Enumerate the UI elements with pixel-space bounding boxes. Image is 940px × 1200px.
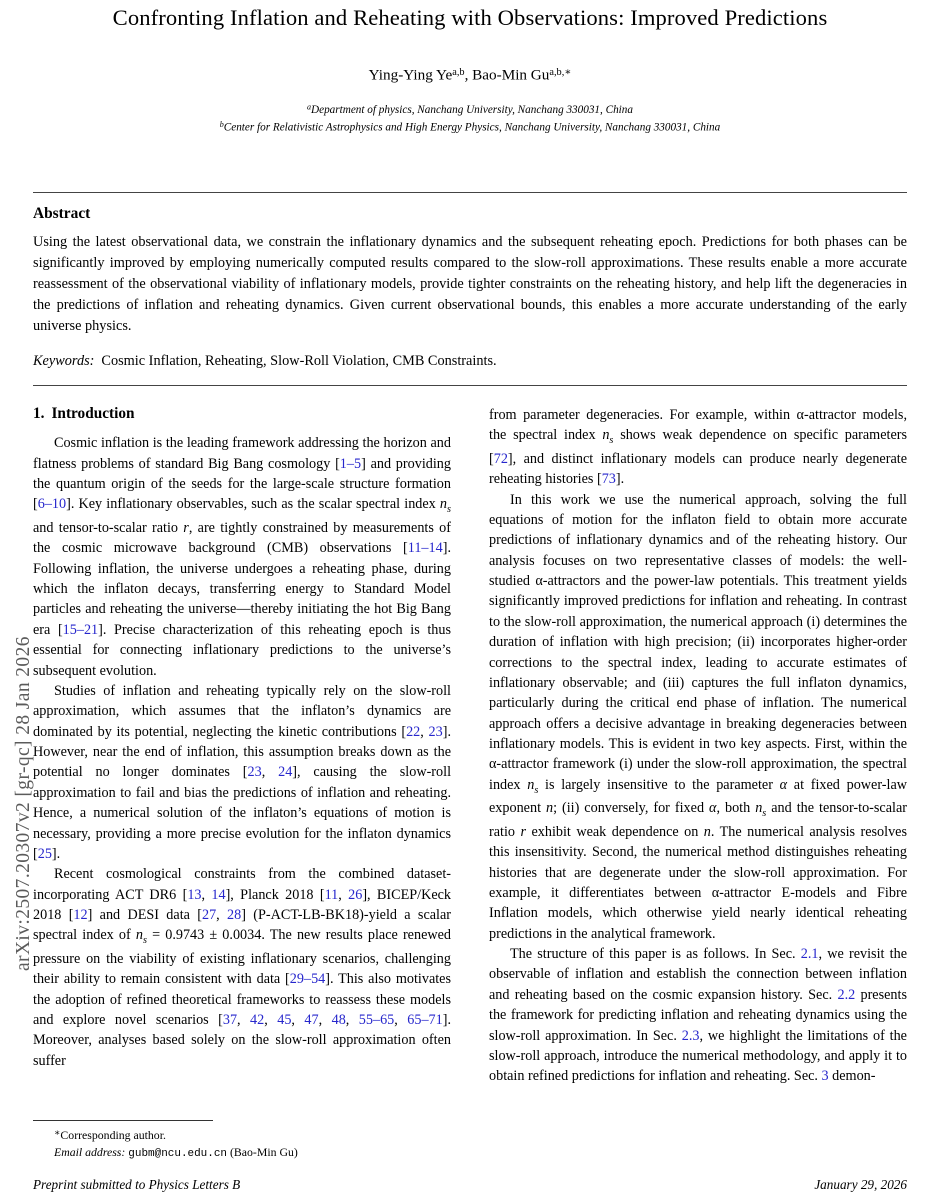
- math-sub: s: [142, 935, 147, 947]
- footnote-corresponding-author: [33, 1127, 451, 1144]
- two-column-body: [33, 405, 907, 1105]
- math-symbol-n: n: [545, 800, 554, 817]
- section-ref-link[interactable]: 3: [821, 1068, 829, 1085]
- text-run: Corresponding author.: [60, 1128, 166, 1142]
- footer-preprint-note: Preprint submitted to Physics Letters B: [33, 1177, 241, 1192]
- text-run: and tensor-to-scalar ratio: [33, 519, 184, 536]
- footnote-email-owner: (Bao-Min Gu): [229, 1145, 298, 1160]
- citation-link[interactable]: 14: [211, 886, 226, 903]
- abstract-top-rule: [33, 192, 907, 193]
- section-number: 1.: [33, 405, 45, 422]
- math-symbol-alpha: α: [709, 800, 717, 817]
- math-symbol-n: n: [703, 823, 711, 840]
- citation-link[interactable]: 26: [348, 886, 363, 903]
- math-symbol-ns: [602, 427, 614, 447]
- text-run: ,: [201, 886, 212, 903]
- math-base: n: [755, 800, 763, 817]
- citation-link[interactable]: 47: [304, 1012, 319, 1029]
- text-run: ]. Moreover, analyses based solely on the slow-roll approximation often suffer: [33, 1012, 452, 1069]
- math-base: n: [527, 776, 535, 793]
- citation-link[interactable]: 65–71: [407, 1012, 443, 1029]
- math-symbol-r: r: [520, 823, 526, 840]
- text-run: , we highlight the limitations of the slow-roll approach, introduce the numerical methodology, and apply it to obtain refined predictions for inflation and reheating. Sec.: [489, 1027, 907, 1085]
- paper-title: Confronting Inflation and Reheating with Observations: Improved Predictions: [112, 5, 828, 30]
- text-run: ], Planck 2018 [: [225, 886, 325, 903]
- text-run: and the tensor-to-scalar ratio: [489, 800, 907, 840]
- text-run: is largely insensitive to the parameter: [538, 776, 780, 793]
- text-run: ,: [338, 886, 349, 903]
- citation-link[interactable]: 29–54: [289, 971, 326, 988]
- text-run: ].: [51, 845, 61, 862]
- math-sub: s: [534, 784, 539, 796]
- section-ref-link[interactable]: 2.3: [681, 1027, 700, 1044]
- footnote-email-address[interactable]: gubm@ncu.edu.cn: [128, 1148, 228, 1161]
- abstract-section: [33, 205, 907, 371]
- citation-link[interactable]: 12: [73, 907, 88, 924]
- text-run: ] (P-ACT-LB-BK18)-yield a scalar spectral index of: [33, 907, 451, 944]
- text-run: ]. Precise characterization of this reheating epoch is thus essential for connecting inflationary predictions to the universe’s subsequent evolution.: [33, 621, 452, 679]
- citation-link[interactable]: 24: [278, 764, 293, 781]
- affiliation-line-2: [33, 119, 907, 137]
- text-run: ,: [216, 907, 228, 924]
- text-run: ,: [420, 723, 429, 740]
- abstract-heading: Abstract: [33, 205, 91, 222]
- citation-link[interactable]: 22: [406, 723, 421, 740]
- citation-link[interactable]: 28: [227, 907, 242, 924]
- citation-link[interactable]: 48: [331, 1012, 346, 1029]
- text-run: ,: [345, 1012, 359, 1029]
- citation-link[interactable]: 13: [187, 886, 202, 903]
- keywords-line: [33, 351, 907, 371]
- text-run: ] and DESI data [: [87, 907, 202, 924]
- text-run: The structure of this paper is as follows. In Sec.: [510, 946, 801, 963]
- citation-link[interactable]: 23: [428, 723, 443, 740]
- text-run: , we revisit the observable of inflation and establish the connection between inflation and reheating based on the cosmic expansion history. Sec.: [489, 946, 907, 1003]
- text-run: = 0.9743 ± 0.0034. The new results place renewed pressure on the viability of existing inflationary scenarios, challenging their ability to remain consistent with data [: [33, 927, 452, 988]
- citation-link[interactable]: 73: [601, 471, 616, 488]
- text-run: ]. However, near the end of inflation, this assumption breaks down as the potential no longer dominates [: [33, 723, 451, 781]
- citation-link[interactable]: 1–5: [339, 455, 362, 472]
- citation-link[interactable]: 23: [247, 764, 262, 781]
- text-run: ,: [394, 1012, 408, 1029]
- text-run: at fixed power-law exponent: [489, 776, 907, 817]
- left-paragraph-3: [33, 864, 451, 1071]
- affiliation-mark-a: a: [307, 102, 312, 112]
- text-run: ,: [237, 1012, 251, 1029]
- author-affil-marks-2: a,b,∗: [549, 67, 572, 79]
- keywords-label: Keywords:: [33, 352, 95, 369]
- text-run: In this work we use the numerical approach, solving the full equations of motion for the inflaton field to obtain more accurate predictions of inflationary dynamics and of the reheating history. Our analysis focuses on two representative classes of models: the well-studied α-attractors and the power-law potentials. This treatment yields significantly improved predictions for inflation and reheating. In contrast to the slow-roll approximation, the numerical approach (i) determines the duration of inflation with high precision; (ii) incorporates higher-order corrections to the spectral index, leading to accurate estimates of inflationary observable; and (iii) captures the full inflaton dynamics, particularly during the critical end phase of inflation. The numerical approach offers a decisive advantage in breaking degeneracies between inflationary models. This is evident in two key aspects. First, within the α-attractor framework (i) under the slow-roll approximation, the spectral index: [489, 491, 907, 793]
- right-paragraph-3: [489, 944, 907, 1087]
- text-run: ] and providing the quantum origin of the seeds for the large-scale structure formation [: [33, 455, 451, 513]
- text-run: ].: [615, 471, 625, 488]
- section-title: Introduction: [51, 405, 135, 422]
- text-run: ,: [291, 1012, 305, 1029]
- abstract-bottom-rule: [33, 385, 907, 386]
- keywords-value: Cosmic Inflation, Reheating, Slow-Roll Violation, CMB Constraints.: [101, 352, 497, 369]
- citation-link[interactable]: 6–10: [37, 496, 67, 513]
- section-ref-link[interactable]: 2.1: [800, 946, 819, 963]
- text-run: , both: [716, 800, 756, 817]
- text-run: demon-: [828, 1068, 876, 1085]
- affiliations: [33, 84, 907, 136]
- text-run: . The numerical analysis resolves this insensitivity. Second, the numerical method distinguishes reheating histories that are degenerate under the slow-roll approximation. For example, it differentiates between α-attractor E-models and Fibre Inflation models, which otherwise yield nearly identical reheating predictions in the analytical framework.: [489, 823, 908, 942]
- footnote-block: [33, 1120, 451, 1163]
- citation-link[interactable]: 11: [324, 886, 339, 903]
- section-heading-introduction: [33, 405, 451, 423]
- math-symbol-ns: [755, 800, 767, 820]
- citation-link[interactable]: 25: [37, 845, 52, 862]
- text-run: ]. This also motivates the adoption of refined theoretical frameworks to reassess these models and explore novel scenarios [: [33, 971, 452, 1029]
- footnote-email-label: Email address:: [54, 1145, 126, 1160]
- right-paragraph-1: [489, 405, 907, 490]
- left-column: [33, 405, 451, 1071]
- author-name-1: Ying-Ying Ye: [368, 66, 453, 84]
- citation-link[interactable]: 37: [222, 1012, 238, 1029]
- author-name-2: Bao-Min Gu: [472, 66, 550, 84]
- text-run: ], causing the slow-roll approximation to fail and bias the predictions of inflation and reheating. Hence, a numerical solution of the inflaton’s equations of motion is necessary, providing a more precise evolution for the inflaton dynamics [: [33, 764, 452, 862]
- text-run: ]. Key inflationary observables, such as the scalar spectral index: [66, 496, 440, 513]
- affiliation-text-a: Department of physics, Nanchang University, Nanchang 330031, China: [311, 104, 633, 117]
- affiliation-mark-b: b: [219, 119, 224, 129]
- text-run: Cosmic inflation is the leading framework addressing the horizon and flatness problems of standard Big Bang cosmology [: [33, 435, 451, 472]
- text-run: ], and distinct inflationary models can produce nearly degenerate reheating histories [: [489, 450, 907, 488]
- text-run: , are tightly constrained by measurements of the cosmic microwave background (CMB) observations [: [33, 519, 451, 557]
- footnote-email-line: [33, 1144, 451, 1163]
- text-run: ], BICEP/Keck 2018 [: [33, 886, 452, 924]
- math-base: n: [602, 427, 610, 444]
- text-run: Studies of inflation and reheating typically rely on the slow-roll approximation, which assumes that the inflaton’s dynamics are dominated by its potential, neglecting the kinetic contributions [: [33, 682, 451, 740]
- text-run: ,: [261, 764, 279, 781]
- left-paragraph-2: [33, 681, 451, 864]
- citation-link[interactable]: 72: [493, 450, 508, 467]
- text-run: ,: [264, 1012, 278, 1029]
- math-symbol-ns: [439, 496, 451, 516]
- right-column: [489, 405, 907, 1087]
- author-affil-marks-1: a,b: [452, 67, 465, 79]
- citation-link[interactable]: 55–65: [358, 1012, 395, 1029]
- footnote-star-marker: ∗: [54, 1128, 61, 1139]
- section-ref-link[interactable]: 2.2: [837, 986, 856, 1003]
- right-paragraph-2: [489, 490, 907, 944]
- math-symbol-r: r: [183, 519, 189, 536]
- math-sub: s: [447, 504, 451, 516]
- text-run: Recent cosmological constraints from the combined dataset-incorporating ACT DR6 [: [33, 866, 451, 903]
- text-run: shows weak dependence on specific parameters [: [489, 427, 907, 467]
- math-base: n: [439, 496, 448, 513]
- citation-link[interactable]: 27: [201, 907, 217, 924]
- math-symbol-ns: [527, 776, 539, 796]
- math-sub: s: [762, 808, 767, 820]
- citation-link[interactable]: 42: [250, 1012, 265, 1029]
- citation-link[interactable]: 15–21: [62, 621, 99, 638]
- math-symbol-alpha: α: [779, 776, 788, 793]
- math-base: n: [135, 927, 143, 944]
- text-run: ,: [318, 1012, 332, 1029]
- text-run: ; (ii) conversely, for fixed: [553, 800, 710, 817]
- left-paragraph-1: [33, 433, 451, 681]
- abstract-text: Using the latest observational data, we constrain the inflationary dynamics and the subsequent reheating epoch. Predictions for both phases can be significantly improved by employing numerically computed results compared to the slow-roll approximations. These results enable a more accurate reassessment of the observational viability of inflationary models, provide tighter constraints on the reheating history, and help lift the degeneracies in the predictions of inflation and reheating dynamics. Given current observational bounds, this enables a more accurate understanding of the early universe physics.: [33, 234, 907, 334]
- affiliation-line-1: [307, 104, 633, 116]
- citation-link[interactable]: 45: [277, 1012, 292, 1029]
- text-run: exhibit weak dependence on: [526, 823, 704, 840]
- paper-content: [33, 0, 907, 1200]
- math-symbol-ns: [135, 927, 147, 947]
- citation-link[interactable]: 11–14: [407, 540, 443, 557]
- footnote-rule: [33, 1120, 213, 1121]
- text-run: presents the framework for predicting inflation and reheating dynamics using the slow-roll approximation. In Sec.: [489, 986, 907, 1044]
- text-run: from parameter degeneracies. For example, within α-attractor models, the spectral index: [489, 407, 907, 444]
- math-sub: s: [609, 435, 614, 447]
- author-separator: ,: [464, 66, 473, 84]
- author-list: [33, 31, 907, 84]
- arxiv-identifier-stamp: arXiv:2507.20307v2 [gr-qc] 28 Jan 2026: [13, 636, 34, 971]
- text-run: ]. Following inflation, the universe undergoes a reheating phase, during which the inflaton decays, transferring energy to Standard Model particles and reheating the universe—thereby initiating the hot Big Bang era [: [33, 540, 451, 638]
- affiliation-text-b: Center for Relativistic Astrophysics and High Energy Physics, Nanchang University, Nanchang 330031, China: [223, 121, 721, 134]
- footer-date: January 29, 2026: [814, 1177, 907, 1192]
